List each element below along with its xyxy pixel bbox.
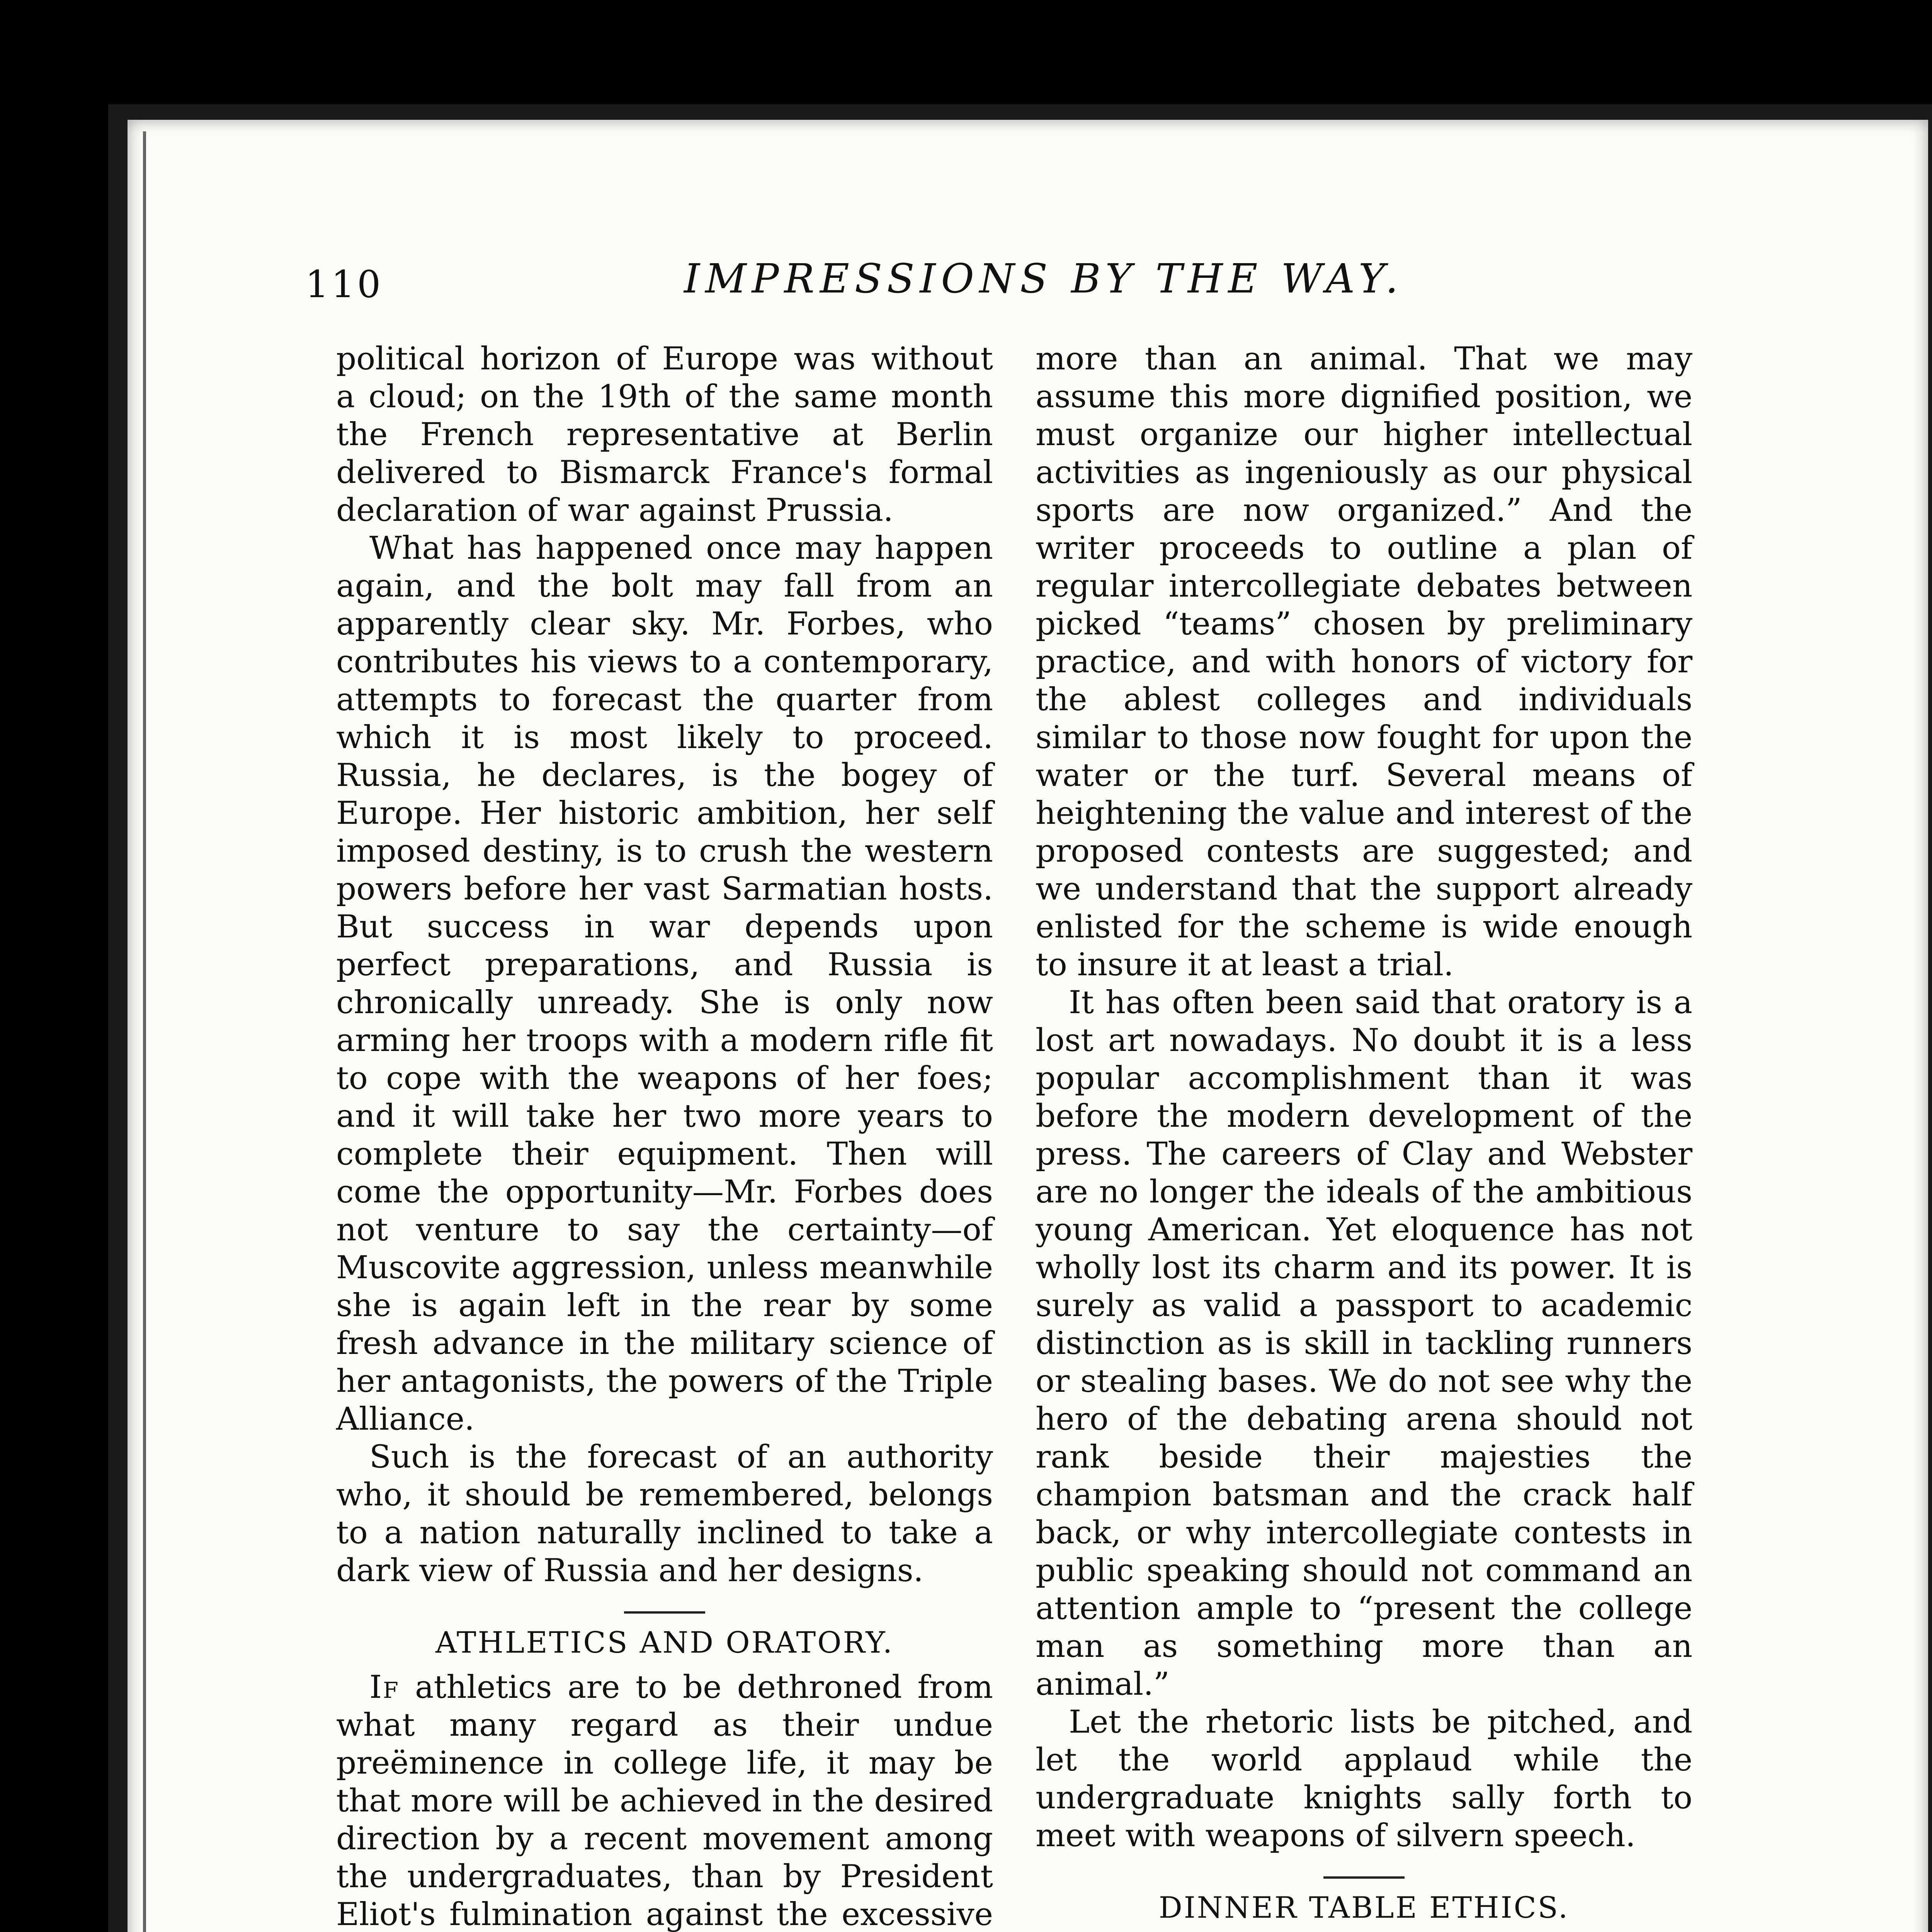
left-column bbox=[336, 340, 993, 1932]
running-title: IMPRESSIONS BY THE WAY. bbox=[684, 255, 1404, 302]
paragraph bbox=[336, 1668, 993, 1932]
paragraph: What has happened once may happen again, and the bolt may fall from an apparently clear sky. Mr. Forbes, who contributes his views to a contemporary, attempts to forecast the quarter from which it is most likely to proceed. Russia, he declares, is the bogey of Europe. Her historic ambition, her self imposed destiny, is to crush the western powers before her vast Sarmatian hosts. But success in war depends upon perfect preparations, and Russia is chronically unready. She is only now arming her troops with a modern rifle fit to cope with the weapons of her foes; and it will take her two more years to complete their equipment. Then will come the opportunity—Mr. Forbes does not venture to say the certainty—of Muscovite aggression, unless meanwhile she is again left in the rear by some fresh advance in the military science of her antagonists, the powers of the Triple Alliance. bbox=[336, 530, 993, 1437]
section-divider bbox=[1323, 1876, 1405, 1879]
paragraph-text: athletics are to be dethroned from what many regard as their undue preëminence in college life, it may be that more will be achieved in the desired direction by a recent movement among the undergraduates, than by President Eliot's fulmination against the excessive bbox=[336, 1669, 993, 1932]
page-header bbox=[305, 255, 1404, 306]
drop-lead-word: If bbox=[369, 1669, 400, 1706]
paragraph: It has often been said that oratory is a lost art nowadays. No doubt it is a less popular accomplishment than it was before the modern development of the press. The careers of Clay and Webster are no longer the ideals of the ambitious young American. Yet eloquence has not wholly lost its charm and its power. It is surely as valid a passport to academic distinction as is skill in tackling runners or stealing bases. We do not see why the hero of the debating arena should not rank beside their majesties the champion batsman and the crack half back, or why intercollegiate contests in public speaking should not command an attention ample to “present the college man as something more than an animal.” bbox=[1036, 984, 1692, 1702]
section-divider bbox=[624, 1611, 705, 1614]
page-edge-line bbox=[143, 131, 146, 1932]
section-heading-dinner: DINNER TABLE ETHICS. bbox=[1158, 1890, 1570, 1925]
page-number: 110 bbox=[305, 263, 383, 306]
paragraph: more than an animal. That we may assume this more dignified position, we must organize our higher intellectual activities as ingeniously as our physical sports are now organized.” And the writer proceeds to outline a plan of regular intercollegiate debates between picked “teams” chosen by preliminary practice, and with honors of victory for the ablest colleges and individuals similar to those now fought for upon the water or the turf. Several means of heightening the value and interest of the proposed contests are suggested; and we understand that the support already enlisted for the scheme is wide enough to insure it at least a trial. bbox=[1036, 340, 1692, 983]
paragraph: Let the rhetoric lists be pitched, and let the world applaud while the undergraduate knights sally forth to meet with weapons of silvern speech. bbox=[1036, 1704, 1692, 1854]
paragraph: Such is the forecast of an authority who, it should be remembered, belongs to a nation naturally inclined to take a dark view of Russia and her designs. bbox=[336, 1439, 993, 1589]
right-column bbox=[1036, 340, 1692, 1932]
section-heading-athletics: ATHLETICS AND ORATORY. bbox=[435, 1625, 894, 1660]
paragraph: political horizon of Europe was without a cloud; on the 19th of the same month the French representative at Berlin delivered to Bismarck France's formal declaration of war against Prussia. bbox=[336, 340, 993, 529]
